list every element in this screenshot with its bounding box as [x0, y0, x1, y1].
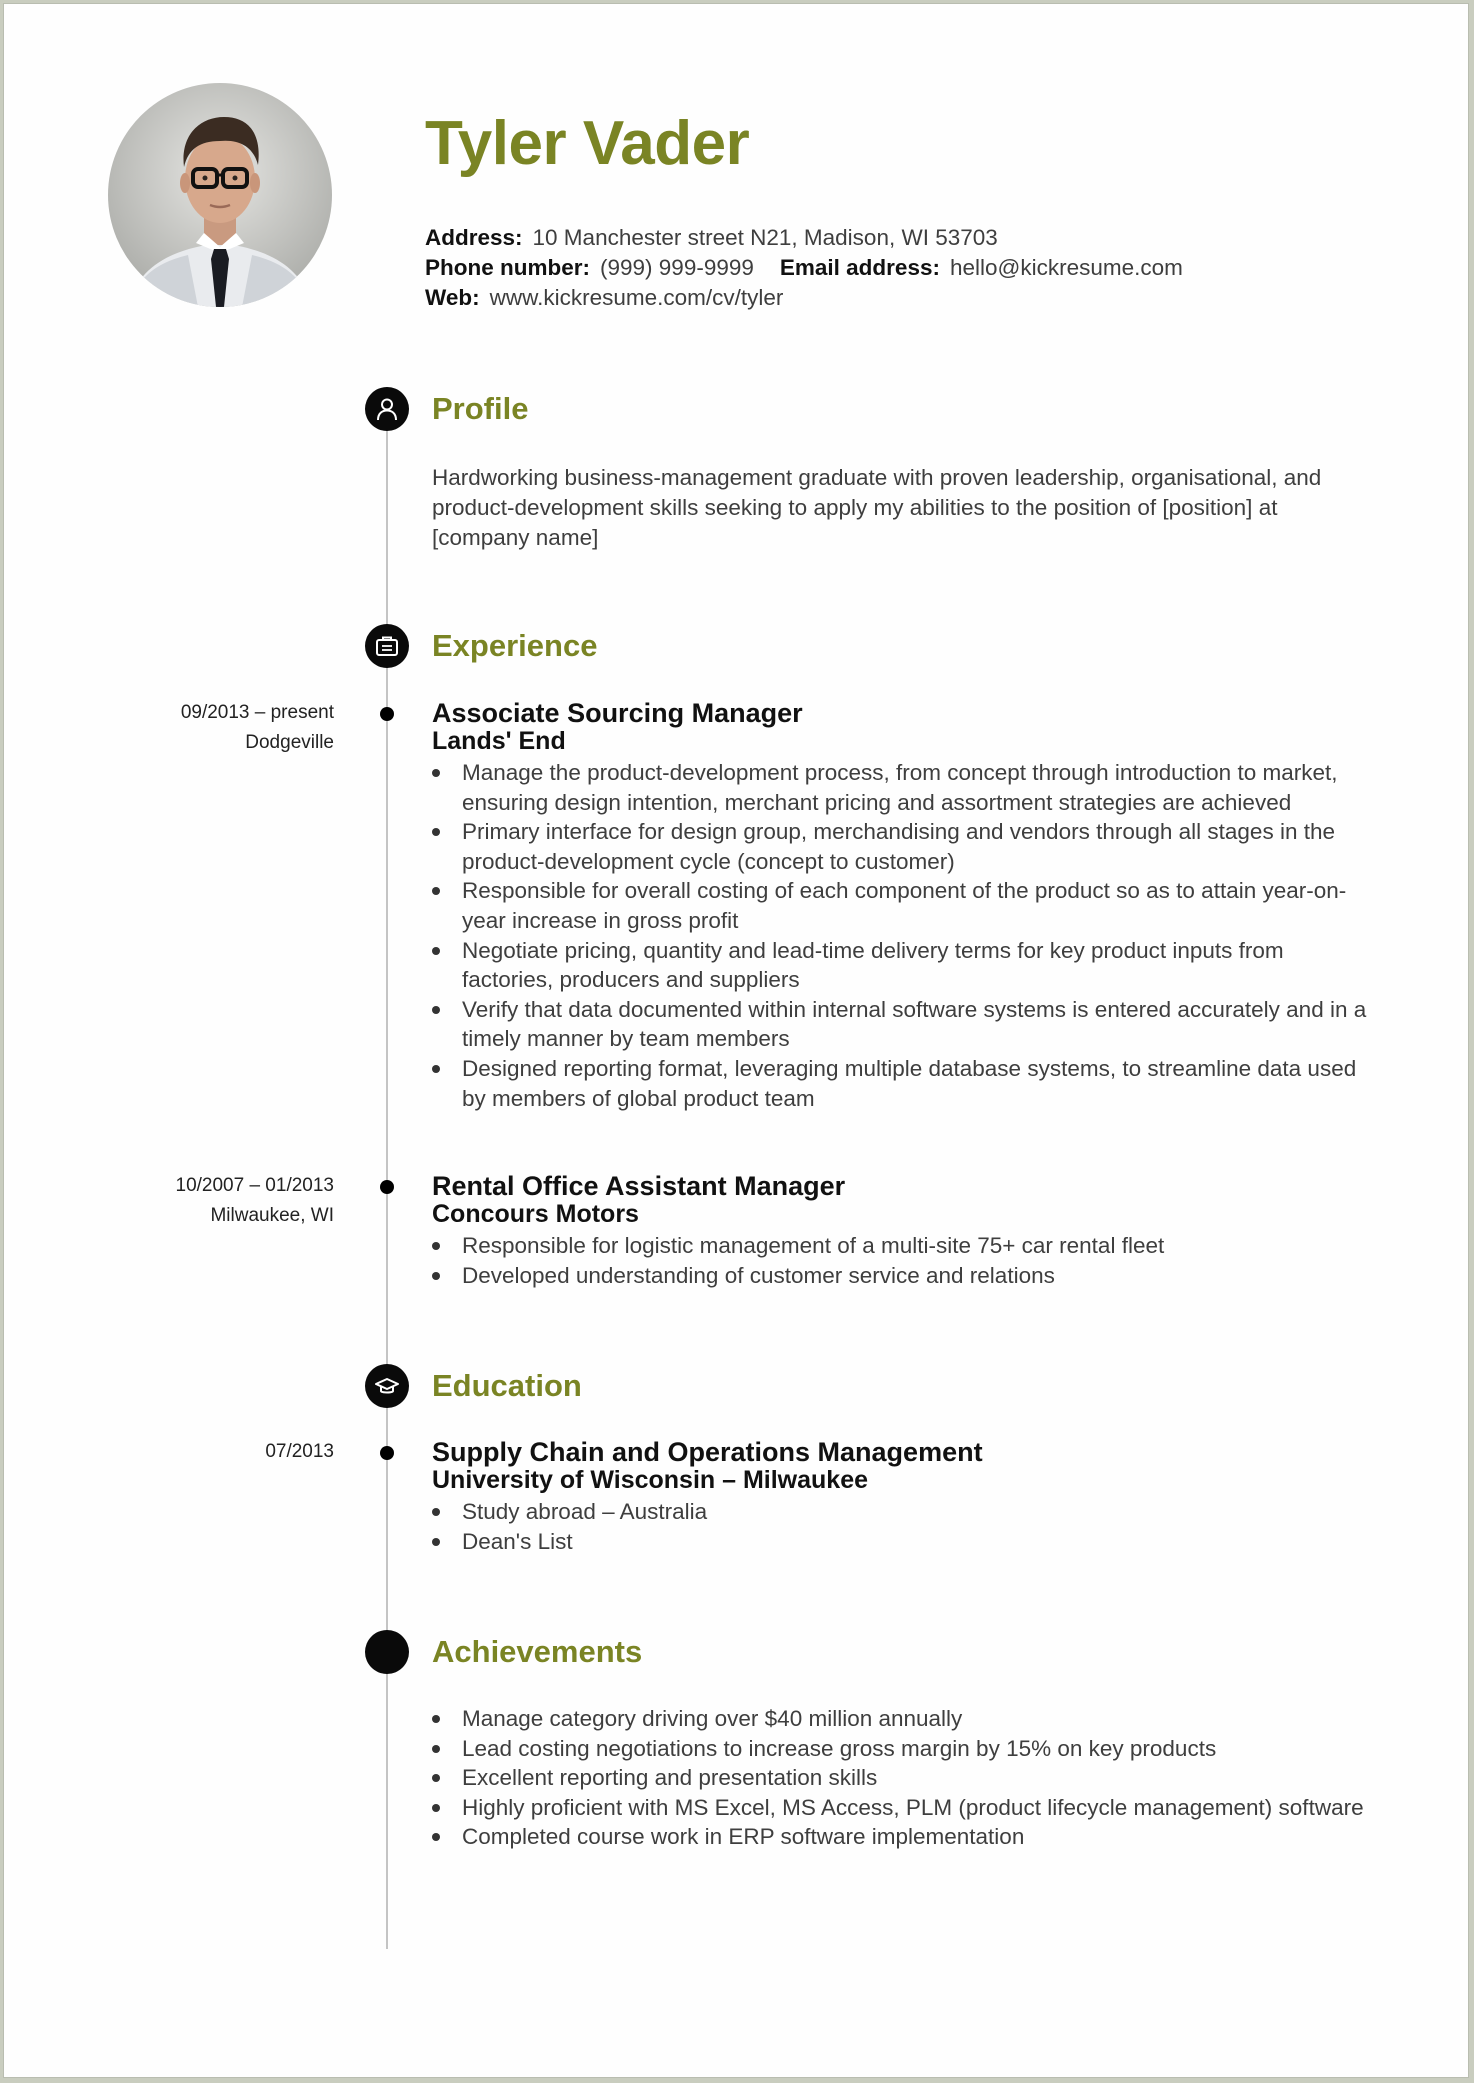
job-bullet-list: [432, 1231, 1372, 1290]
web-label: Web:: [425, 285, 480, 310]
profile-photo: [108, 83, 332, 307]
list-item: Verify that data documented within internal software systems is entered accurately and in a timely manner by team members: [432, 995, 1372, 1054]
list-item: Negotiate pricing, quantity and lead-time delivery terms for key product inputs from factories, producers and suppliers: [432, 936, 1372, 995]
graduation-cap-icon: [365, 1364, 409, 1408]
list-item: Manage the product-development process, from concept through introduction to market, ensuring design intention, merchant pricing and assortment strategies are achieved: [432, 758, 1372, 817]
job-title: Rental Office Assistant Manager: [432, 1171, 846, 1201]
job-location: Dodgeville: [245, 732, 334, 753]
circle-icon: [365, 1630, 409, 1674]
job-company: Lands' End: [432, 727, 566, 755]
portrait-image: [108, 83, 332, 307]
address-line: [425, 225, 998, 251]
list-item: Responsible for overall costing of each component of the product so as to attain year-on-year increase in gross profit: [432, 876, 1372, 935]
phone-email-line: [425, 255, 1183, 281]
job-title: Associate Sourcing Manager: [432, 698, 803, 728]
phone-label: Phone number:: [425, 255, 591, 280]
timeline-line: [386, 389, 388, 1949]
resume-page: [3, 3, 1469, 2078]
education-date: 07/2013: [265, 1441, 334, 1462]
job-bullet-list: [432, 758, 1372, 1113]
list-item: Highly proficient with MS Excel, MS Access, PLM (product lifecycle management) software: [432, 1793, 1372, 1823]
timeline-dot: [380, 1446, 394, 1460]
job-company: Concours Motors: [432, 1200, 639, 1228]
address-label: Address:: [425, 225, 523, 250]
school-name: University of Wisconsin – Milwaukee: [432, 1466, 869, 1494]
list-item: Excellent reporting and presentation skills: [432, 1763, 1372, 1793]
email-value[interactable]: hello@kickresume.com: [949, 255, 1183, 280]
web-value[interactable]: www.kickresume.com/cv/tyler: [489, 285, 784, 310]
section-title-experience: Experience: [432, 628, 598, 663]
timeline-dot: [380, 707, 394, 721]
list-item: Lead costing negotiations to increase gross margin by 15% on key products: [432, 1734, 1372, 1764]
job-dates: 10/2007 – 01/2013: [175, 1175, 334, 1196]
section-title-profile: Profile: [432, 391, 529, 426]
job-dates: 09/2013 – present: [180, 702, 334, 723]
job-meta: [181, 698, 334, 758]
list-item: Developed understanding of customer service and relations: [432, 1261, 1372, 1291]
list-item: Responsible for logistic management of a multi-site 75+ car rental fleet: [432, 1231, 1372, 1261]
candidate-name: Tyler Vader: [425, 109, 750, 178]
timeline-dot: [380, 1180, 394, 1194]
profile-summary: Hardworking business-management graduate with proven leadership, organisational, and product-development skills seeking to apply my abilities to the position of [position] at [company name]: [432, 465, 1322, 550]
list-item: Designed reporting format, leveraging multiple database systems, to streamline data used by members of global product team: [432, 1054, 1372, 1113]
phone-value: (999) 999-9999: [600, 255, 754, 280]
email-label: Email address:: [779, 255, 940, 280]
person-icon: [365, 387, 409, 431]
job-location: Milwaukee, WI: [210, 1205, 334, 1226]
list-item: Dean's List: [432, 1527, 1372, 1557]
section-title-achievements: Achievements: [432, 1634, 643, 1669]
job-meta: [176, 1171, 335, 1231]
web-line: [425, 285, 783, 311]
list-item: Manage category driving over $40 million annually: [432, 1704, 1372, 1734]
section-title-education: Education: [432, 1368, 582, 1403]
education-meta: [265, 1437, 334, 1467]
achievements-bullet-list: [432, 1704, 1372, 1852]
address-value: 10 Manchester street N21, Madison, WI 53703: [532, 225, 998, 250]
list-item: Study abroad – Australia: [432, 1497, 1372, 1527]
education-bullet-list: [432, 1497, 1372, 1556]
briefcase-icon: [365, 624, 409, 668]
list-item: Primary interface for design group, merchandising and vendors through all stages in the product-development cycle (concept to customer): [432, 817, 1372, 876]
degree-title: Supply Chain and Operations Management: [432, 1437, 983, 1467]
list-item: Completed course work in ERP software implementation: [432, 1822, 1372, 1852]
